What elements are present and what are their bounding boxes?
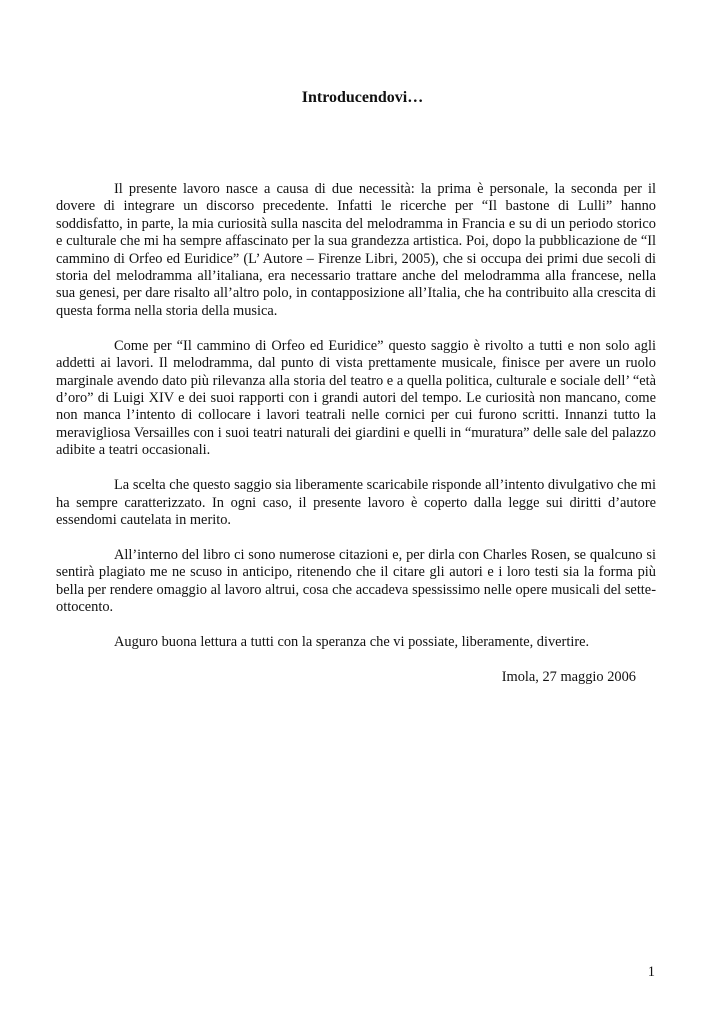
signature-date: Imola, 27 maggio 2006 xyxy=(501,668,636,685)
paragraph-3: La scelta che questo saggio sia liberamente scaricabile risponde all’intento divulgativo che mi ha sempre caratterizzato. In ogni caso, il presente lavoro è coperto dalla legge sui diritti d’autore essendomi cautelata in merito. xyxy=(56,477,656,528)
page-title: Introducendovi… xyxy=(301,89,424,106)
body-text xyxy=(56,181,656,686)
paragraph-5: Auguro buona lettura a tutti con la speranza che vi possiate, liberamente, divertire. xyxy=(114,633,590,650)
page-number: 1 xyxy=(647,964,655,980)
paragraph-4: All’interno del libro ci sono numerose citazioni e, per dirla con Charles Rosen, se qualcuno si sentirà plagiato me ne scuso in anticipo, ritenendo che il citare gli autori e i loro testi sia la forma più bella per rendere omaggio al lavoro altrui, cosa che accadeva spessissimo nelle opere musicali del sette-ottocento. xyxy=(56,546,656,616)
paragraph-2: Come per “Il cammino di Orfeo ed Euridice” questo saggio è rivolto a tutti e non solo agli addetti ai lavori. Il melodramma, dal punto di vista prettamente musicale, finisce per avere un ruolo marginale avendo dato più rilevanza alla storia del teatro e a quella politica, culturale e sociale dell’ “età d’oro” di Luigi XIV e dei suoi rapporti con i grandi autori del tempo. Le curiosità non mancano, come non manca l’intento di collocare i lavori teatrali nelle cornici per cui furono scritti. Innanzi tutto la meravigliosa Versailles con i suoi teatri naturali dei giardini e quelli in “muratura” delle sale del palazzo adibite a teatri occasionali. xyxy=(56,337,656,459)
paragraph-1: Il presente lavoro nasce a causa di due necessità: la prima è personale, la seconda per il dovere di integrare un discorso precedente. Infatti le ricerche per “Il bastone di Lulli” hanno soddisfatto, in parte, la mia curiosità sulla nascita del melodramma in Francia e su di un periodo storico e culturale che mi ha sempre affascinato per la sua grandezza artistica. Poi, dopo la pubblicazione de “Il cammino di Orfeo ed Euridice” (L’ Autore – Firenze Libri, 2005), che si occupa dei primi due secoli di storia del melodramma all’italiana, era necessario trattare anche del melodramma alla francese, nella sua genesi, per dare risalto all’altro polo, in contapposizione all’Italia, che ha contribuito alla crescita di questa forma nella storia della musica. xyxy=(56,181,656,319)
